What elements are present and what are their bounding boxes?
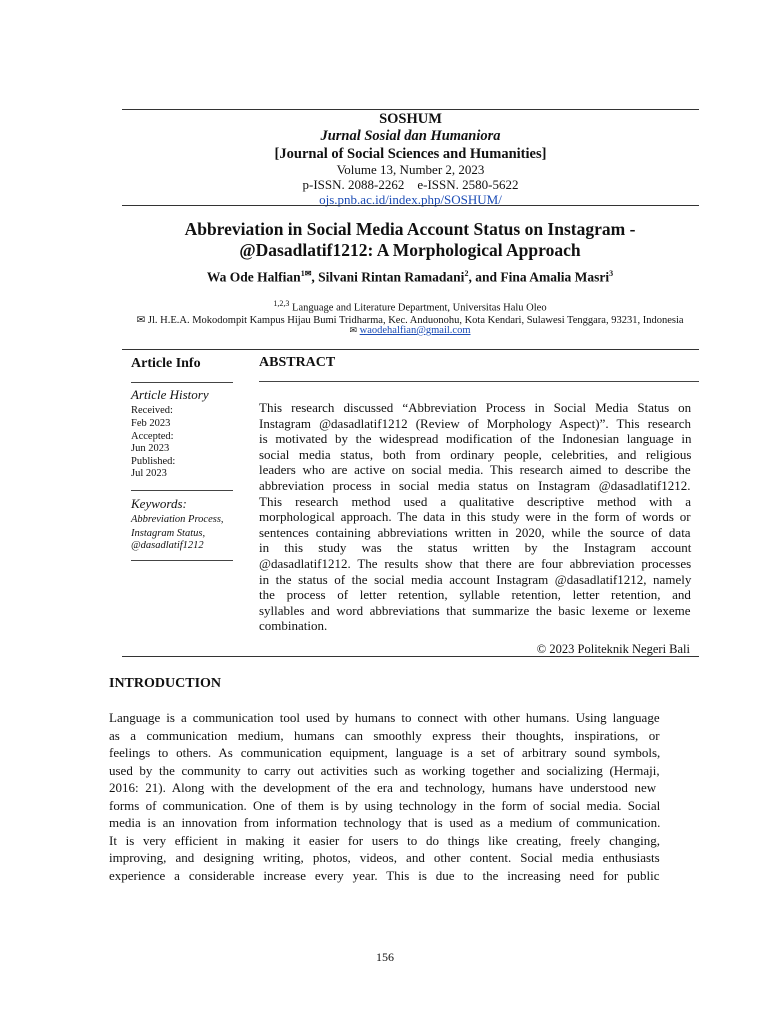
abstract-body bbox=[259, 400, 691, 634]
header-bottom-rule bbox=[122, 205, 699, 206]
affiliation-sup: 1,2,3 bbox=[273, 299, 290, 308]
journal-subtitle: Jurnal Sosial dan Humaniora bbox=[320, 128, 501, 144]
sidebar-rule-3 bbox=[131, 560, 233, 561]
affiliation bbox=[100, 299, 720, 314]
journal-url-wrap bbox=[122, 191, 699, 209]
introduction-line: media is an innovation from information technology that is used as a medium of communication. bbox=[109, 815, 661, 830]
introduction-line: Language is a communication tool used by humans to connect with other humans. Using language bbox=[109, 710, 660, 725]
journal-name: SOSHUM bbox=[379, 111, 442, 127]
abstract-line: syllables and word abbreviations that summarize the basic lexeme or lexeme bbox=[259, 602, 691, 618]
article-history-heading: Article History bbox=[131, 387, 209, 402]
accepted-date: Jun 2023 bbox=[131, 443, 170, 454]
abstract-line: @dasadlatif1212. The results show that there are four abbreviation processes bbox=[259, 555, 692, 571]
sidebar-rule-1 bbox=[131, 382, 233, 383]
abstract-line: in the status of the social media account Instagram @dasadlatif1212, namely bbox=[259, 571, 692, 587]
info-bottom-rule bbox=[122, 656, 699, 657]
affiliation-text: Language and Literature Department, Universitas Halu Oleo bbox=[289, 302, 547, 314]
author-list bbox=[100, 269, 720, 286]
keywords-heading: Keywords: bbox=[131, 496, 187, 511]
introduction-line: forms of communication. One of them is by using technology in the form of social media. Social bbox=[109, 797, 661, 813]
published-date: Jul 2023 bbox=[131, 468, 167, 479]
abstract-line: leaders who are active on social media. This research aimed to describe the bbox=[259, 462, 691, 478]
abstract-line: the process of letter retention, syllable retention, letter retention, and bbox=[259, 587, 691, 603]
abstract-line: is motivated by the widespread modification of the Indonesian language in bbox=[259, 431, 692, 447]
email-line bbox=[100, 325, 720, 336]
introduction-heading: INTRODUCTION bbox=[109, 676, 222, 691]
author-2: , Silvani Rintan Ramadani bbox=[311, 269, 465, 285]
info-top-rule bbox=[122, 349, 699, 350]
journal-url-link[interactable]: ojs.pnb.ac.id/index.php/SOSHUM/ bbox=[319, 192, 502, 207]
keyword-2: Instagram Status, bbox=[131, 528, 206, 539]
journal-volume: Volume 13, Number 2, 2023 bbox=[336, 162, 485, 177]
introduction-line: 2016: 21). Along with the development of the era and technology, humans have understood new bbox=[109, 780, 657, 795]
abstract-line: abbreviation process in social media status on Instagram @dasadlatif1212. bbox=[259, 477, 691, 493]
abstract-line: in this study was the status written by the Instagram account bbox=[259, 540, 692, 556]
introduction-line: feelings to others. As communication equipment, language is a set of arbitrary sound symbols, bbox=[109, 745, 661, 760]
abstract-heading: ABSTRACT bbox=[259, 355, 336, 370]
page-number: 156 bbox=[376, 950, 394, 964]
sidebar-rule-2 bbox=[131, 490, 233, 491]
article-info-heading: Article Info bbox=[131, 356, 201, 371]
keyword-1: Abbreviation Process, bbox=[131, 514, 224, 525]
abstract-line: sentences containing abbreviations written in 2020, while the source of data bbox=[259, 524, 691, 540]
introduction-line: as a communication medium, humans can smoothly express their thoughts, inspirations, or bbox=[109, 727, 660, 743]
article-title-line1: Abbreviation in Social Media Account Status on Instagram - bbox=[184, 219, 636, 239]
abstract-line: Instagram @dasadlatif1212 (Review of Morphology Aspect)”. This research bbox=[259, 415, 692, 431]
journal-english-title: [Journal of Social Sciences and Humanities] bbox=[274, 146, 547, 162]
article-title-line2: @Dasadlatif1212: A Morphological Approach bbox=[239, 240, 581, 260]
author-2-sup: 2 bbox=[464, 269, 469, 278]
header-top-rule bbox=[122, 109, 699, 110]
email-link[interactable]: waodehalfian@gmail.com bbox=[359, 325, 471, 336]
introduction-line: improving, and designing writing, photos, videos, and other content. Social media enthusiasts bbox=[109, 850, 660, 865]
abstract-line: This research discussed “Abbreviation Process in Social Media Status on bbox=[259, 400, 692, 415]
accepted-label: Accepted: bbox=[131, 431, 174, 442]
introduction-line: used by the community to carry out activities such as working together and socializing (Hermaji, bbox=[109, 762, 660, 778]
author-1-sup: 1✉ bbox=[300, 269, 312, 278]
address: ✉ Jl. H.E.A. Mokodompit Kampus Hijau Bumi Tridharma, Kec. Anduonohu, Kota Kendari, Sulawesi Tenggara, 93231, Indonesia bbox=[136, 315, 684, 326]
abstract-line: morphological approach. The data in this study were in the form of words or bbox=[259, 509, 691, 525]
received-date: Feb 2023 bbox=[131, 418, 171, 429]
introduction-line: experience a considerable increase every year. This is due to the increasing need for public bbox=[109, 867, 660, 883]
introduction-line: It is very efficient in making it easier for users to do things like creating, freely changing, bbox=[109, 832, 661, 848]
introduction-body bbox=[109, 709, 660, 884]
author-3-sup: 3 bbox=[609, 269, 614, 278]
keyword-3: @dasadlatif1212 bbox=[131, 540, 204, 551]
journal-issn: p-ISSN. 2088-2262 e-ISSN. 2580-5622 bbox=[302, 177, 519, 192]
email-icon: ✉ bbox=[349, 325, 358, 335]
abstract-rule bbox=[259, 381, 699, 382]
author-1: Wa Ode Halfian bbox=[206, 269, 301, 285]
abstract-line: This research method used a qualitative descriptive method with a bbox=[259, 493, 692, 509]
published-label: Published: bbox=[131, 456, 176, 467]
abstract-line: combination. bbox=[259, 618, 328, 634]
received-label: Received: bbox=[131, 405, 173, 416]
abstract-line: social media status, both from ordinary people, celebrities, and religious bbox=[259, 446, 692, 462]
copyright-notice: © 2023 Politeknik Negeri Bali bbox=[536, 642, 690, 656]
author-3: , and Fina Amalia Masri bbox=[468, 269, 610, 285]
